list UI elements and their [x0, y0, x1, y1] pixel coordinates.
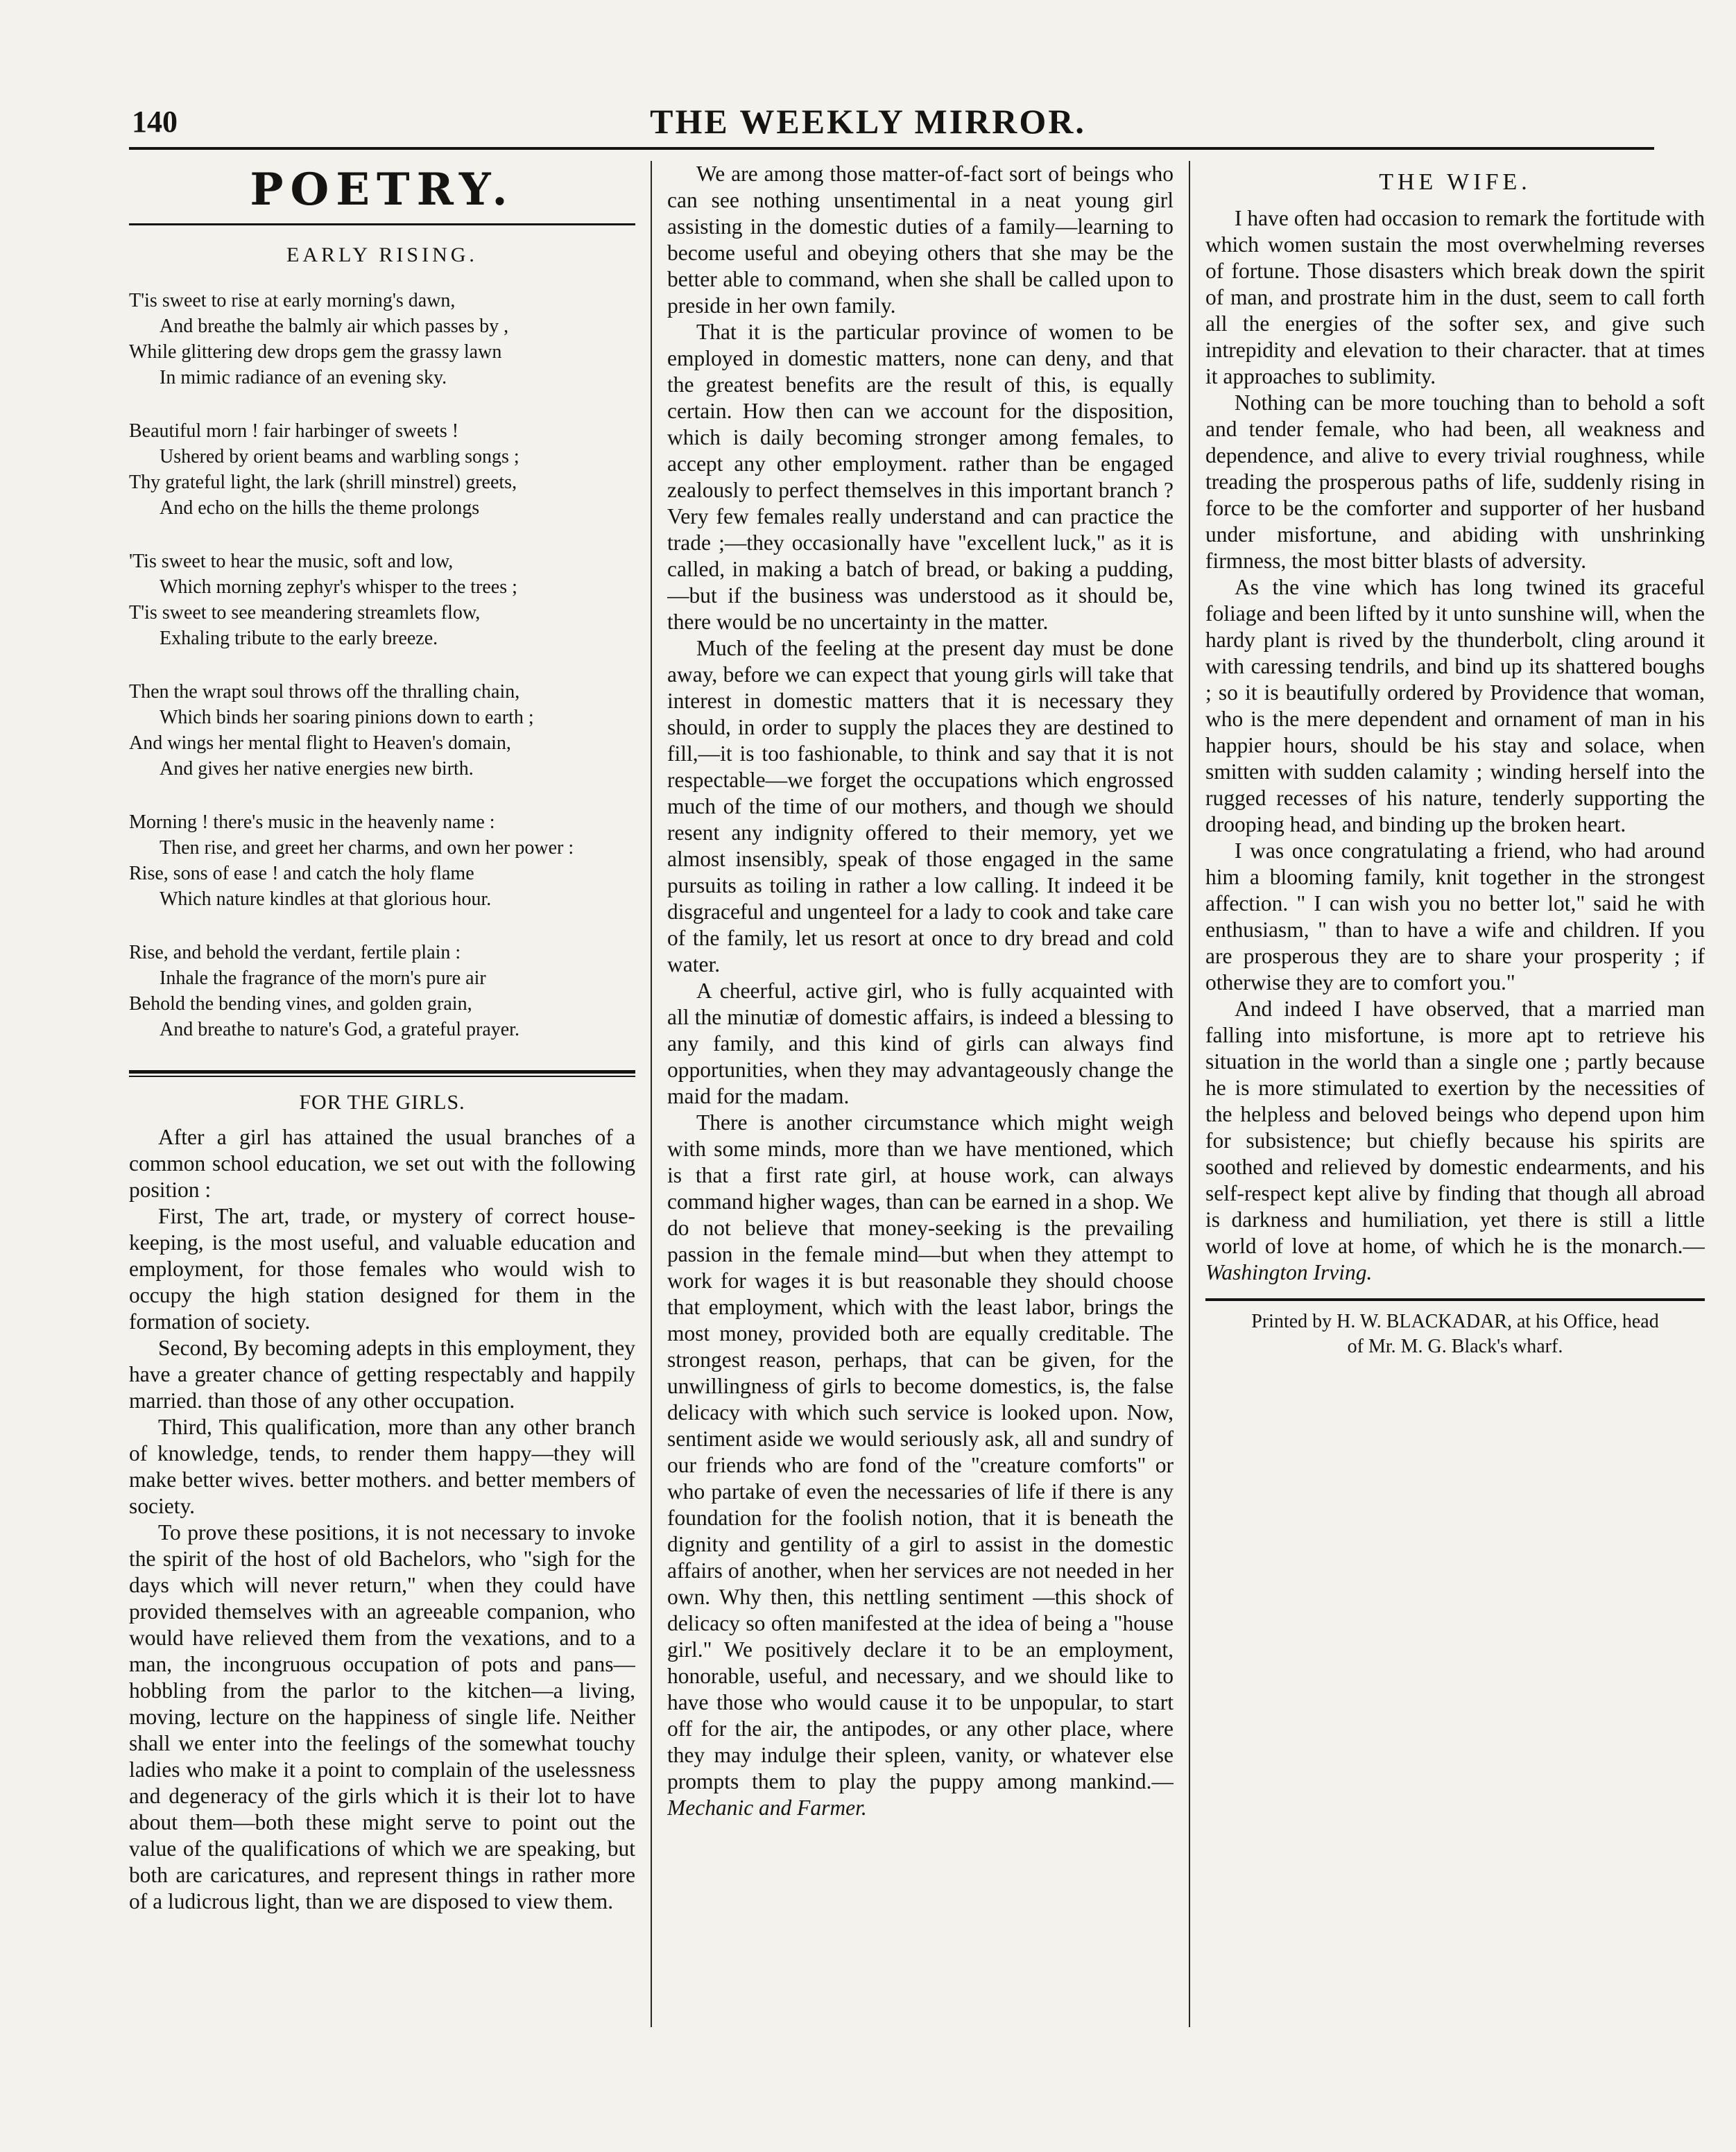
poem-line: And gives her native energies new birth. [160, 758, 474, 780]
article-paragraph: That it is the particular province of women to be employed in domestic matters, none can deny, and that the greatest benefits are the result of this, is equally certain. How then can we account for the disposition, which is daily becoming stronger among females, to accept any other employment. rather than be engaged zealously to perfect themselves in this important branch ? Very few females really understand and can practice the trade ;—they occasionally have "excellent luck," as it is called, in making a batch of bread, or baking a pudding,—but if the business was understood as it should be, there would be no uncertainty in the matter. [667, 320, 1174, 634]
poem-line: Rise, sons of ease ! and catch the holy flame [129, 863, 474, 884]
poem-stanza [129, 549, 635, 651]
article-body-girls-part1 [129, 1124, 635, 1915]
article-paragraph-text: There is another circumstance which might weigh with some minds, more than we have mentioned, which is that a first rate girl, at house work, can always command higher wages, than can be earned in a shop. We do not believe that money-seeking is the prevailing passion in the female mind—but when they attempt to work for wages it is but reasonable they should choose that employment, which with the least labor, brings the most money, provided both are equally creditable. The strongest reason, perhaps, that can be given, for the unwillingness of girls to become domestics, is, the false delicacy with which such service is looked upon. Now, sentiment aside we would seriously ask, all and sundry of our friends who are fond of the "creature comforts" or who partake of even the necessaries of life if there is any foundation for the foolish notion, that it is beneath the dignity and gentility of a girl to assist in the domestic affairs of another, when her services are not needed in her own. Why then, this nettling sentiment —this shock of delicacy so often manifested at the idea of being a "house girl." We positively declare it to be an employment, honorable, useful, and necessary, and we should like to have those who would cause it to be unpopular, to start off for the air, the antipodes, or any other place, where they may indulge their spleen, vanity, or whatever else prompts them to play the puppy among mankind.— [667, 1110, 1174, 1793]
imprint-line: Printed by H. W. BLACKADAR, at his Office, head [1251, 1311, 1659, 1332]
poem-stanza [129, 418, 635, 521]
poem-line: And breathe to nature's God, a grateful prayer. [160, 1019, 519, 1040]
page-number: 140 [132, 105, 178, 139]
poem-line: In mimic radiance of an evening sky. [160, 367, 447, 388]
printer-imprint [1205, 1309, 1705, 1359]
column-left [129, 161, 635, 2103]
article-credit: Mechanic and Farmer. [667, 1796, 867, 1820]
article-body-wife [1205, 205, 1705, 1286]
section-rule [129, 1070, 635, 1077]
article-paragraph: A cheerful, active girl, who is fully acquainted with all the minutiæ of domestic affairs, is indeed a blessing to any family, and this kind of girls can always find opportunities, when they may advantageously change the maid for the madam. [667, 979, 1174, 1108]
poem-line: Which binds her soaring pinions down to earth ; [160, 707, 534, 728]
poem-line: While glittering dew drops gem the grassy lawn [129, 341, 502, 363]
article-paragraph: After a girl has attained the usual branches of a common school education, we set out with the following position : [129, 1125, 635, 1202]
article-title-girls: FOR THE GIRLS. [299, 1091, 465, 1114]
column-divider [651, 161, 652, 2027]
article-paragraph: We are among those matter-of-fact sort of beings who can see nothing unsentimental in a neat young girl assisting in the domestic duties of a family—learning to become useful and obeying others that she may be the better able to command, when she shall be called upon to preside in her own family. [667, 162, 1174, 318]
poem-line: Behold the bending vines, and golden grain, [129, 993, 472, 1015]
article-paragraph [1205, 996, 1705, 1286]
article-body-girls-part2 [667, 161, 1174, 1821]
poem-line: Ushered by orient beams and warbling songs ; [160, 446, 519, 467]
poem-line: Then the wrapt soul throws off the thralling chain, [129, 681, 520, 703]
article-paragraph: First, The art, trade, or mystery of correct house-keeping, is the most useful, and valuable education and employment, for those females who would wish to occupy the high station designed for them in the formation of society. [129, 1204, 635, 1334]
poem-line: T'is sweet to rise at early morning's dawn, [129, 290, 456, 311]
poem-line: Morning ! there's music in the heavenly name : [129, 811, 495, 833]
poem-line: And breathe the balmly air which passes by , [160, 316, 509, 337]
poem-stanza [129, 288, 635, 390]
article-paragraph: Third, This qualification, more than any other branch of knowledge, tends, to render them happy—they will make better wives. better mothers. and better members of society. [129, 1415, 635, 1518]
poem-line: And echo on the hills the theme prolongs [160, 497, 480, 519]
poetry-rule [129, 223, 635, 225]
article-paragraph: To prove these positions, it is not necessary to invoke the spirit of the host of old Bachelors, who "sigh for the days which will never return," when they could have provided themselves with an agreeable companion, who would have relieved them from the vexations, and to a man, the incongruous occupation of pots and pans—hobbling from the parlor to the kitchen—a living, moving, lecture on the happiness of single life. Neither shall we enter into the feelings of the somewhat touchy ladies who make it a point to complain of the uselessness and degeneracy of the girls which it is their lot to have about them—both these might serve to point out the value of the qualifications of which we are speaking, but both are caricatures, and represent things in rather more of a ludicrous light, than we are disposed to view them. [129, 1520, 635, 1913]
poem-line: Then rise, and greet her charms, and own her power : [160, 837, 574, 859]
poem-title: EARLY RISING. [286, 243, 478, 266]
poem-line: T'is sweet to see meandering streamlets flow, [129, 602, 481, 623]
article-paragraph: As the vine which has long twined its graceful foliage and been lifted by it unto sunshine will, when the hardy plant is rived by the thunderbolt, cling around it with caressing tendrils, and bind up its shattered boughs ; so it is beautifully ordered by Providence that woman, who is the mere dependent and ornament of man in his happier hours, should be his stay and solace, when smitten with sudden calamity ; winding herself into the rugged recesses of his nature, tenderly supporting the drooping head, and binding up the broken heart. [1205, 575, 1705, 836]
header-rule [129, 147, 1654, 150]
poem-line: Which morning zephyr's whisper to the trees ; [160, 576, 517, 598]
footer-rule [1205, 1298, 1705, 1301]
article-credit: Washington Irving. [1205, 1260, 1373, 1284]
poetry-heading: POETRY. [250, 164, 515, 216]
article-paragraph: Second, By becoming adepts in this employment, they have a greater chance of getting respectably and happily married. than those of any other occupation. [129, 1336, 635, 1413]
article-paragraph [667, 1110, 1174, 1821]
poem-body [129, 288, 635, 1042]
poem-line: Exhaling tribute to the early breeze. [160, 628, 438, 649]
poem-line: Rise, and behold the verdant, fertile plain : [129, 942, 461, 963]
article-paragraph: Nothing can be more touching than to behold a soft and tender female, who had been, all weakness and dependence, and alive to every trivial roughness, while treading the prosperous paths of life, suddenly rising in force to be the comforter and supporter of her husband under misfortune, and abiding with unshrinking firmness, the most bitter blasts of adversity. [1205, 390, 1705, 573]
column-middle [667, 161, 1174, 2103]
poem-line: Inhale the fragrance of the morn's pure air [160, 967, 486, 989]
poem-line: Beautiful morn ! fair harbinger of sweets ! [129, 420, 459, 442]
poem-stanza [129, 940, 635, 1042]
article-title-wife: THE WIFE. [1379, 169, 1531, 195]
poem-line: 'Tis sweet to hear the music, soft and low, [129, 551, 454, 572]
poem-line: And wings her mental flight to Heaven's domain, [129, 732, 511, 754]
article-paragraph: I was once congratulating a friend, who had around him a blooming family, knit together in the strongest affection. " I can wish you no better lot," said he with enthusiasm, " than to have a wife and children. If you are prosperous they are to share your prosperity ; if otherwise they are to comfort you." [1205, 838, 1705, 995]
article-paragraph-text: And indeed I have observed, that a married man falling into misfortune, is more apt to retrieve his situation in the world than a single one ; partly because he is more stimulated to exertion by the necessities of the helpless and beloved beings who depend upon him for subsistence; but chiefly because his spirits are soothed and relieved by domestic endearments, and his self-respect kept alive by finding that though all abroad is darkness and humiliation, yet there is still a little world of love at home, of which he is the monarch.— [1205, 997, 1705, 1258]
poem-stanza [129, 809, 635, 912]
column-divider [1189, 161, 1190, 2027]
imprint-line: of Mr. M. G. Black's wharf. [1347, 1336, 1563, 1357]
column-right [1205, 161, 1705, 2103]
poem-stanza [129, 679, 635, 782]
poem-line: Which nature kindles at that glorious hour. [160, 888, 492, 910]
poem-line: Thy grateful light, the lark (shrill minstrel) greets, [129, 472, 517, 493]
masthead: THE WEEKLY MIRROR. [650, 102, 1086, 141]
article-paragraph: I have often had occasion to remark the fortitude with which women sustain the most overwhelming reverses of fortune. Those disasters which break down the spirit of man, and prostrate him in the dust, seem to call forth all the energies of the softer sex, and give such intrepidity and elevation to their character. that at times it approaches to sublimity. [1205, 206, 1705, 388]
article-paragraph: Much of the feeling at the present day must be done away, before we can expect that young girls will take that interest in domestic matters that it is necessary they should, in order to supply the places they are destined to fill,—it is too fashionable, to think and say that it is not respectable—we forget the occupations which engrossed much of the time of our mothers, and though we should resent any indignity offered to their memory, yet we almost insensibly, speak of those engaged in the same pursuits as toiling in rather a low calling. It indeed it be disgraceful and ungenteel for a lady to cook and take care of the family, let us resort at once to dry bread and cold water. [667, 636, 1174, 976]
